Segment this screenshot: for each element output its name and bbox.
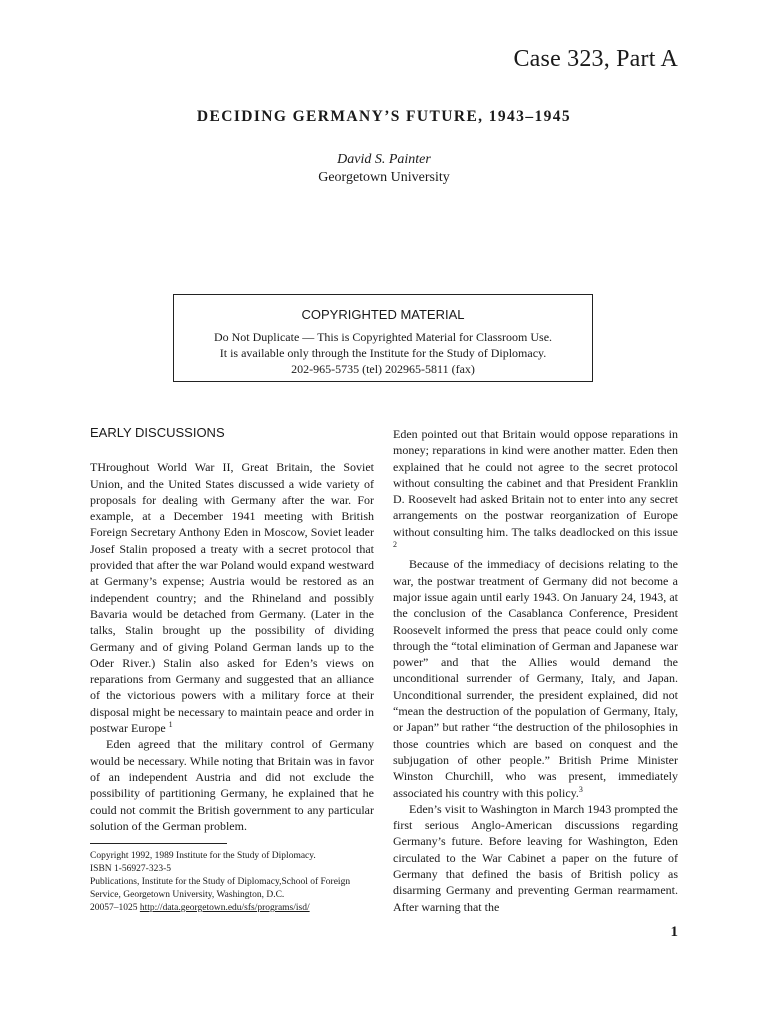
- paragraph: [90, 459, 374, 736]
- paragraph: [393, 426, 678, 556]
- paragraph-text: Because of the immediacy of decisions relating to the war, the postwar treatment of Germany did not become a major issue again until early 1943. On January 24, 1943, at the conclusion of the Casablanca Conference, President Roosevelt informed the press that peace could only come through the “total elimination of German and Japanese war power” and that the Allies would demand the unconditional surrender of Germany, Italy, and Japan. Unconditional surrender, the president explained, did not “mean the destruction of the population of Germany, Italy, or Japan” but rather “the destruction of the philosophies in those countries which are based on conquest and the subjugation of other people.” British Prime Minister Winston Churchill, who was present, immediately associated his country with this policy.: [393, 557, 678, 800]
- footnote-block: [90, 850, 380, 915]
- copyright-notice-box: [173, 294, 593, 382]
- footnote-zip: 20057–1025: [90, 903, 138, 913]
- left-column: [90, 425, 374, 834]
- document-title: DECIDING GERMANY’S FUTURE, 1943–1945: [196, 108, 572, 125]
- footnote-marker: 3: [578, 784, 583, 794]
- footnote-link[interactable]: http://data.georgetown.edu/sfs/programs/isd/: [139, 903, 310, 913]
- copyright-line-3: 202-965-5735 (tel) 202965-5811 (fax): [291, 362, 475, 376]
- paragraph-text: THroughout World War II, Great Britain, the Soviet Union, and the United States discussed a wide variety of proposals for dealing with Germany after the war. For example, at a December 1941 meeting with British Foreign Secretary Anthony Eden in Moscow, Soviet leader Josef Stalin proposed a treaty with a secret protocol that provided that after the war Poland would expand westward at Germany’s expense; Austria would be restored as an independent country; and the Rhineland and possibly Bavaria would be detached from Germany. (Later in the talks, Stalin brought up the possibility of dividing Germany and of giving Poland German lands up to the Oder River.) Stalin also asked for Eden’s views on reparations from Germany and suggested that an alliance of the victorious powers with a military force at their disposal might be necessary to maintain peace and order in postwar Europe: [90, 460, 374, 736]
- footnote-divider: [90, 843, 227, 844]
- footnote-publisher: Publications, Institute for the Study of Diplomacy,School of Foreign Service, Georgetown University, Washington, D.C.: [90, 877, 351, 900]
- footnote-marker: 1: [168, 720, 173, 730]
- footnote-copyright: Copyright 1992, 1989 Institute for the Study of Diplomacy.: [90, 851, 316, 861]
- author-name: David S. Painter: [337, 152, 431, 167]
- page-number: 1: [670, 924, 678, 940]
- footnote-address: [90, 902, 380, 915]
- paragraph: [393, 556, 678, 800]
- paragraph: Eden agreed that the military control of Germany would be necessary. While noting that Britain was in favor of an independent Austria and did not exclude the possibility of partitioning Germany, he explained that he could not commit the British government to any particular solution of the German problem.: [90, 737, 374, 833]
- footnote-marker: 2: [393, 540, 397, 550]
- paragraph: Eden’s visit to Washington in March 1943 prompted the first serious Anglo-American discussions regarding Germany’s future. Before leaving for Washington, Eden circulated to the War Cabinet a paper on the future of Germany that defined the basis of British policy as disarming Germany and preventing German rearmament. After warning that the: [393, 801, 678, 914]
- section-heading: EARLY DISCUSSIONS: [90, 425, 225, 440]
- paragraph-text: Eden pointed out that Britain would oppose reparations in money; reparations in kind were another matter. Eden then explained that he could not agree to the secret protocol without consulting the cabinet and that President Franklin D. Roosevelt had asked Britain not to enter into any secret arrangements on the postwar reorganization of Europe without consulting him. The talks deadlocked on this issue: [393, 427, 678, 539]
- copyright-line-1: Do Not Duplicate — This is Copyrighted Material for Classroom Use.: [213, 330, 553, 344]
- right-column: [393, 426, 678, 915]
- copyright-line-2: It is available only through the Institute for the Study of Diplomacy.: [219, 346, 547, 360]
- copyright-box-title: COPYRIGHTED MATERIAL: [301, 307, 465, 322]
- author-affiliation: Georgetown University: [318, 170, 450, 185]
- case-label: Case 323, Part A: [513, 46, 678, 72]
- footnote-isbn: ISBN 1-56927-323-5: [90, 864, 172, 874]
